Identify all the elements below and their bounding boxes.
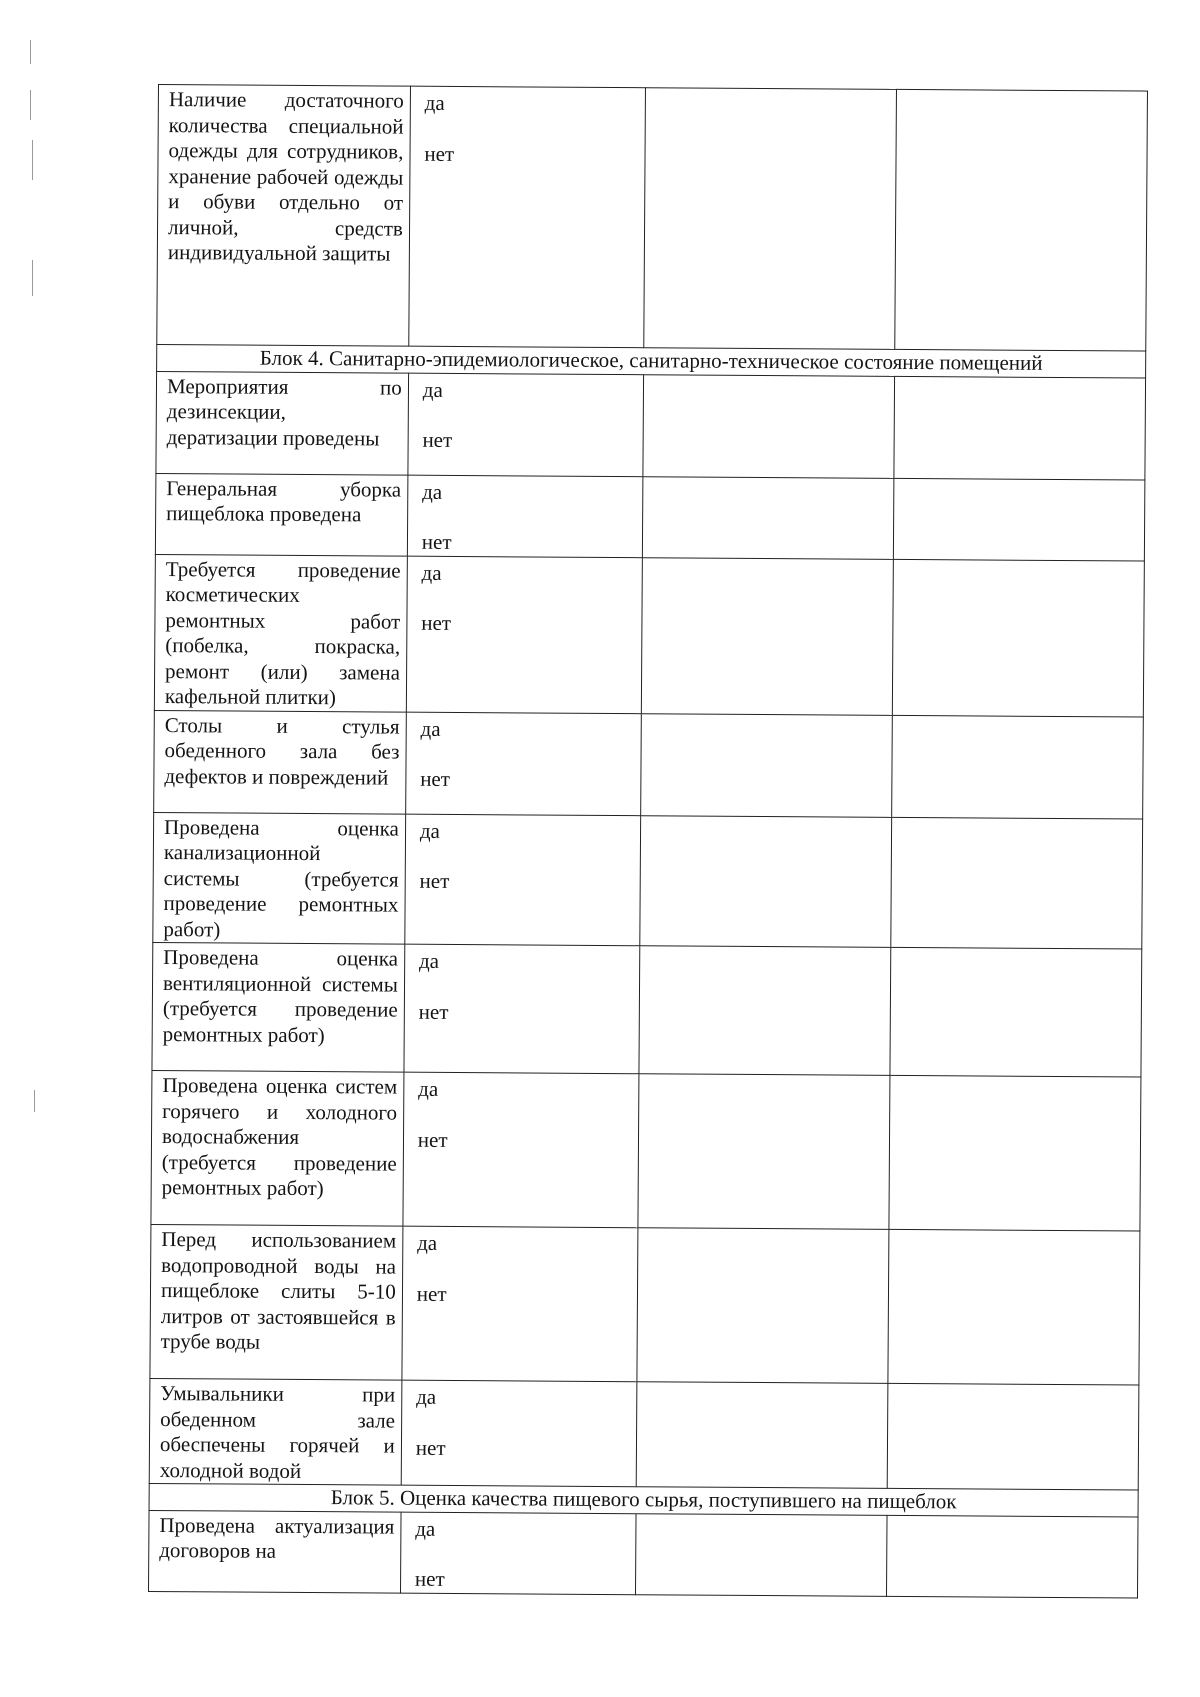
table-row <box>152 942 1142 1077</box>
inspection-table <box>148 84 1148 1598</box>
answer-no[interactable]: нет <box>416 1281 447 1306</box>
question-cell: Наличие достаточного количества специальной одежды для сотрудников, хранение рабочей одежды и обуви отдельно от личной, средств индивидуальной защиты <box>157 85 411 347</box>
answer-options[interactable] <box>408 373 644 477</box>
question-cell: Генеральная уборка пищеблока проведена <box>155 473 407 556</box>
question-cell: Мероприятия по дезинсекции, дератизации проведены <box>156 371 409 475</box>
question-cell: Требуется проведение косметических ремонтных работ (побелка, покраска, ремонт (или) замена кафельной плитки) <box>154 554 407 712</box>
empty-cell[interactable] <box>894 478 1145 561</box>
form-sheet <box>148 84 1148 1598</box>
answer-options[interactable] <box>405 814 641 946</box>
empty-cell[interactable] <box>637 1382 889 1489</box>
answer-options[interactable] <box>402 1226 638 1382</box>
answer-options[interactable] <box>403 1072 639 1228</box>
answer-yes[interactable]: да <box>418 1076 439 1101</box>
question-cell: Умывальники при обеденном зале обеспечены горячей и холодной водой <box>149 1378 402 1485</box>
empty-cell[interactable] <box>890 947 1142 1077</box>
answer-no[interactable]: нет <box>418 999 449 1024</box>
question-cell: Проведена оценка канализационной системы (требуется проведение ремонтных работ) <box>153 812 406 944</box>
empty-cell[interactable] <box>644 88 897 350</box>
empty-cell[interactable] <box>892 715 1144 819</box>
answer-no[interactable]: нет <box>421 610 452 635</box>
table-row <box>154 710 1144 819</box>
empty-cell[interactable] <box>638 1074 890 1230</box>
question-cell: Проведена оценка вентиляционной системы (требуется проведение ремонтных работ) <box>152 942 405 1072</box>
answer-options[interactable] <box>407 475 643 558</box>
answer-options[interactable] <box>404 944 640 1074</box>
table-row <box>151 1070 1141 1231</box>
empty-cell[interactable] <box>639 946 891 1076</box>
answer-yes[interactable]: да <box>420 716 441 741</box>
empty-cell[interactable] <box>888 1229 1140 1385</box>
answer-no[interactable]: нет <box>424 141 455 166</box>
block-5-title: Блок 5. Оценка качества пищевого сырья, поступившего на пищеблок <box>149 1483 1138 1516</box>
empty-cell[interactable] <box>895 89 1148 351</box>
empty-cell[interactable] <box>894 376 1146 480</box>
table-row <box>156 371 1146 480</box>
scan-edge-mark <box>30 90 31 120</box>
answer-yes[interactable]: да <box>417 1230 438 1255</box>
answer-yes[interactable]: да <box>424 90 445 115</box>
empty-cell[interactable] <box>641 713 892 817</box>
answer-no[interactable]: нет <box>422 427 453 452</box>
empty-cell[interactable] <box>636 1513 887 1596</box>
empty-cell[interactable] <box>637 1228 889 1384</box>
empty-cell[interactable] <box>887 1515 1138 1598</box>
table-row <box>150 1224 1140 1385</box>
scan-edge-mark <box>32 260 33 296</box>
table-row <box>155 473 1145 561</box>
empty-cell[interactable] <box>640 815 892 947</box>
scan-edge-mark <box>34 1090 35 1112</box>
table-row <box>149 1378 1139 1490</box>
answer-yes[interactable]: да <box>421 560 442 585</box>
empty-cell[interactable] <box>642 557 894 715</box>
empty-cell[interactable] <box>643 374 894 478</box>
question-cell: Проведена актуализация договоров на <box>149 1510 401 1593</box>
question-cell: Проведена оценка систем горячего и холодного водоснабжения (требуется проведение ремонтных работ) <box>151 1070 404 1226</box>
answer-no[interactable]: нет <box>421 529 452 554</box>
answer-yes[interactable]: да <box>418 948 440 973</box>
empty-cell[interactable] <box>892 559 1144 717</box>
question-cell: Перед использованием водопроводной воды на пищеблоке слиты 5-10 литров от застоявшейся в трубе воды <box>150 1224 403 1380</box>
answer-no[interactable]: нет <box>417 1127 448 1152</box>
empty-cell[interactable] <box>891 817 1143 949</box>
table-row <box>154 554 1144 717</box>
table-row <box>157 85 1148 352</box>
empty-cell[interactable] <box>643 476 894 559</box>
answer-yes[interactable]: да <box>419 818 440 843</box>
answer-options[interactable] <box>406 556 642 714</box>
block-4-title: Блок 4. Санитарно-эпидемиологическое, санитарно-техническое состояние помещений <box>157 344 1146 377</box>
answer-yes[interactable]: да <box>422 377 443 402</box>
scan-edge-mark <box>30 40 31 64</box>
answer-yes[interactable]: да <box>415 1516 436 1541</box>
answer-no[interactable]: нет <box>419 868 450 893</box>
answer-options[interactable] <box>409 86 646 348</box>
answer-no[interactable]: нет <box>415 1435 446 1460</box>
answer-yes[interactable]: да <box>416 1384 437 1409</box>
table-row <box>153 812 1143 949</box>
answer-no[interactable]: нет <box>414 1566 445 1591</box>
answer-options[interactable] <box>401 1380 637 1487</box>
scan-edge-mark <box>32 140 33 180</box>
empty-cell[interactable] <box>889 1075 1141 1231</box>
answer-options[interactable] <box>400 1512 636 1595</box>
answer-no[interactable]: нет <box>420 766 451 791</box>
question-cell: Столы и стулья обеденного зала без дефектов и повреждений <box>154 710 407 814</box>
empty-cell[interactable] <box>887 1383 1139 1490</box>
answer-options[interactable] <box>406 712 642 816</box>
answer-yes[interactable]: да <box>422 479 443 504</box>
table-row <box>149 1510 1139 1598</box>
